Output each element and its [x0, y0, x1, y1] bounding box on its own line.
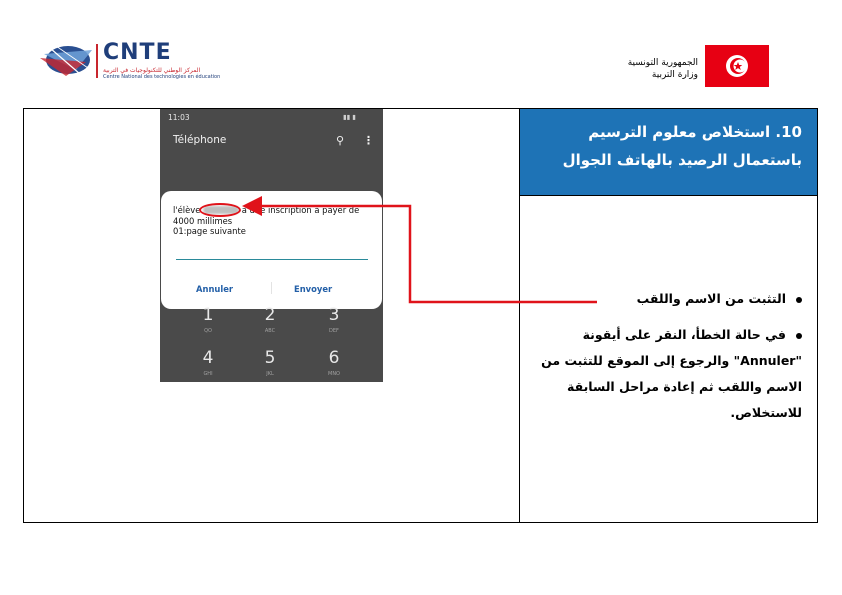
keypad-key[interactable]: 1: [202, 305, 214, 325]
keypad-key[interactable]: 5: [264, 348, 276, 368]
status-time: 11:03: [168, 113, 190, 122]
keypad-key-letters: GHI: [203, 371, 213, 377]
keypad-key-letters: QO: [204, 328, 212, 334]
dialog-button-separator: [271, 282, 272, 294]
republic-name: الجمهورية التونسية: [627, 58, 698, 68]
send-button[interactable]: Envoyer: [294, 284, 333, 294]
search-icon[interactable]: ⚲: [336, 134, 345, 147]
keypad-key-letters: ABC: [264, 328, 276, 334]
dialog-next-page: 01:page suivante: [173, 226, 246, 236]
dialog-line1-prefix: l'élève: [173, 205, 201, 215]
dialog-input-field[interactable]: [176, 259, 368, 260]
tunisia-flag-icon: [705, 45, 769, 87]
ussd-dialog: [161, 191, 382, 309]
bullet-dot: [796, 333, 802, 339]
dialog-amount: 4000 millimes: [173, 215, 233, 226]
keypad-key-letters: JKL: [266, 371, 274, 377]
bullet-text: في حالة الخطأ، النقر على أيقونة "Annuler" والرجوع إلى الموقع للتثبت من الاسم واللقب ثم إعادة مراحل السابقة للاستخلاص.: [541, 327, 802, 420]
cnte-title: CNTE: [103, 40, 172, 65]
app-title: Téléphone: [173, 134, 227, 146]
section-title: 10. استخلاص معلوم الترسيم باستعمال الرصيد بالهاتف الجوال: [562, 123, 802, 169]
dialog-line1-suffix: a une inscription à payer de: [241, 205, 360, 215]
keypad-key-letters: MNO: [328, 371, 340, 377]
bullet-verify-name: [540, 288, 802, 310]
logo-separator: [96, 44, 98, 78]
phone-screenshot: [160, 109, 383, 382]
keypad-key[interactable]: 2: [264, 305, 276, 325]
bullet-error-instructions: [540, 322, 802, 426]
cancel-button[interactable]: Annuler: [196, 284, 234, 294]
cnte-arabic-name: المركز الوطني للتكنولوجيات في التربية: [103, 67, 201, 74]
section-header-border: [520, 195, 817, 196]
keypad-key-letters: DEF: [329, 328, 339, 334]
highlight-ring: [199, 203, 241, 217]
signal-battery-icon: ▮▮ ▮: [343, 113, 356, 121]
keypad-key[interactable]: 3: [328, 305, 340, 325]
bullet-text: التثبت من الاسم واللقب: [636, 291, 786, 306]
cnte-globe-logo: [36, 40, 98, 80]
keypad-key[interactable]: 6: [328, 348, 340, 368]
keypad-key[interactable]: 4: [202, 348, 214, 368]
bullet-dot: [796, 297, 802, 303]
cnte-french-name: Centre National des technologies en éducation: [103, 74, 221, 80]
ministry-name: وزارة التربية: [651, 70, 698, 80]
more-options-icon[interactable]: ⋮: [363, 134, 374, 147]
